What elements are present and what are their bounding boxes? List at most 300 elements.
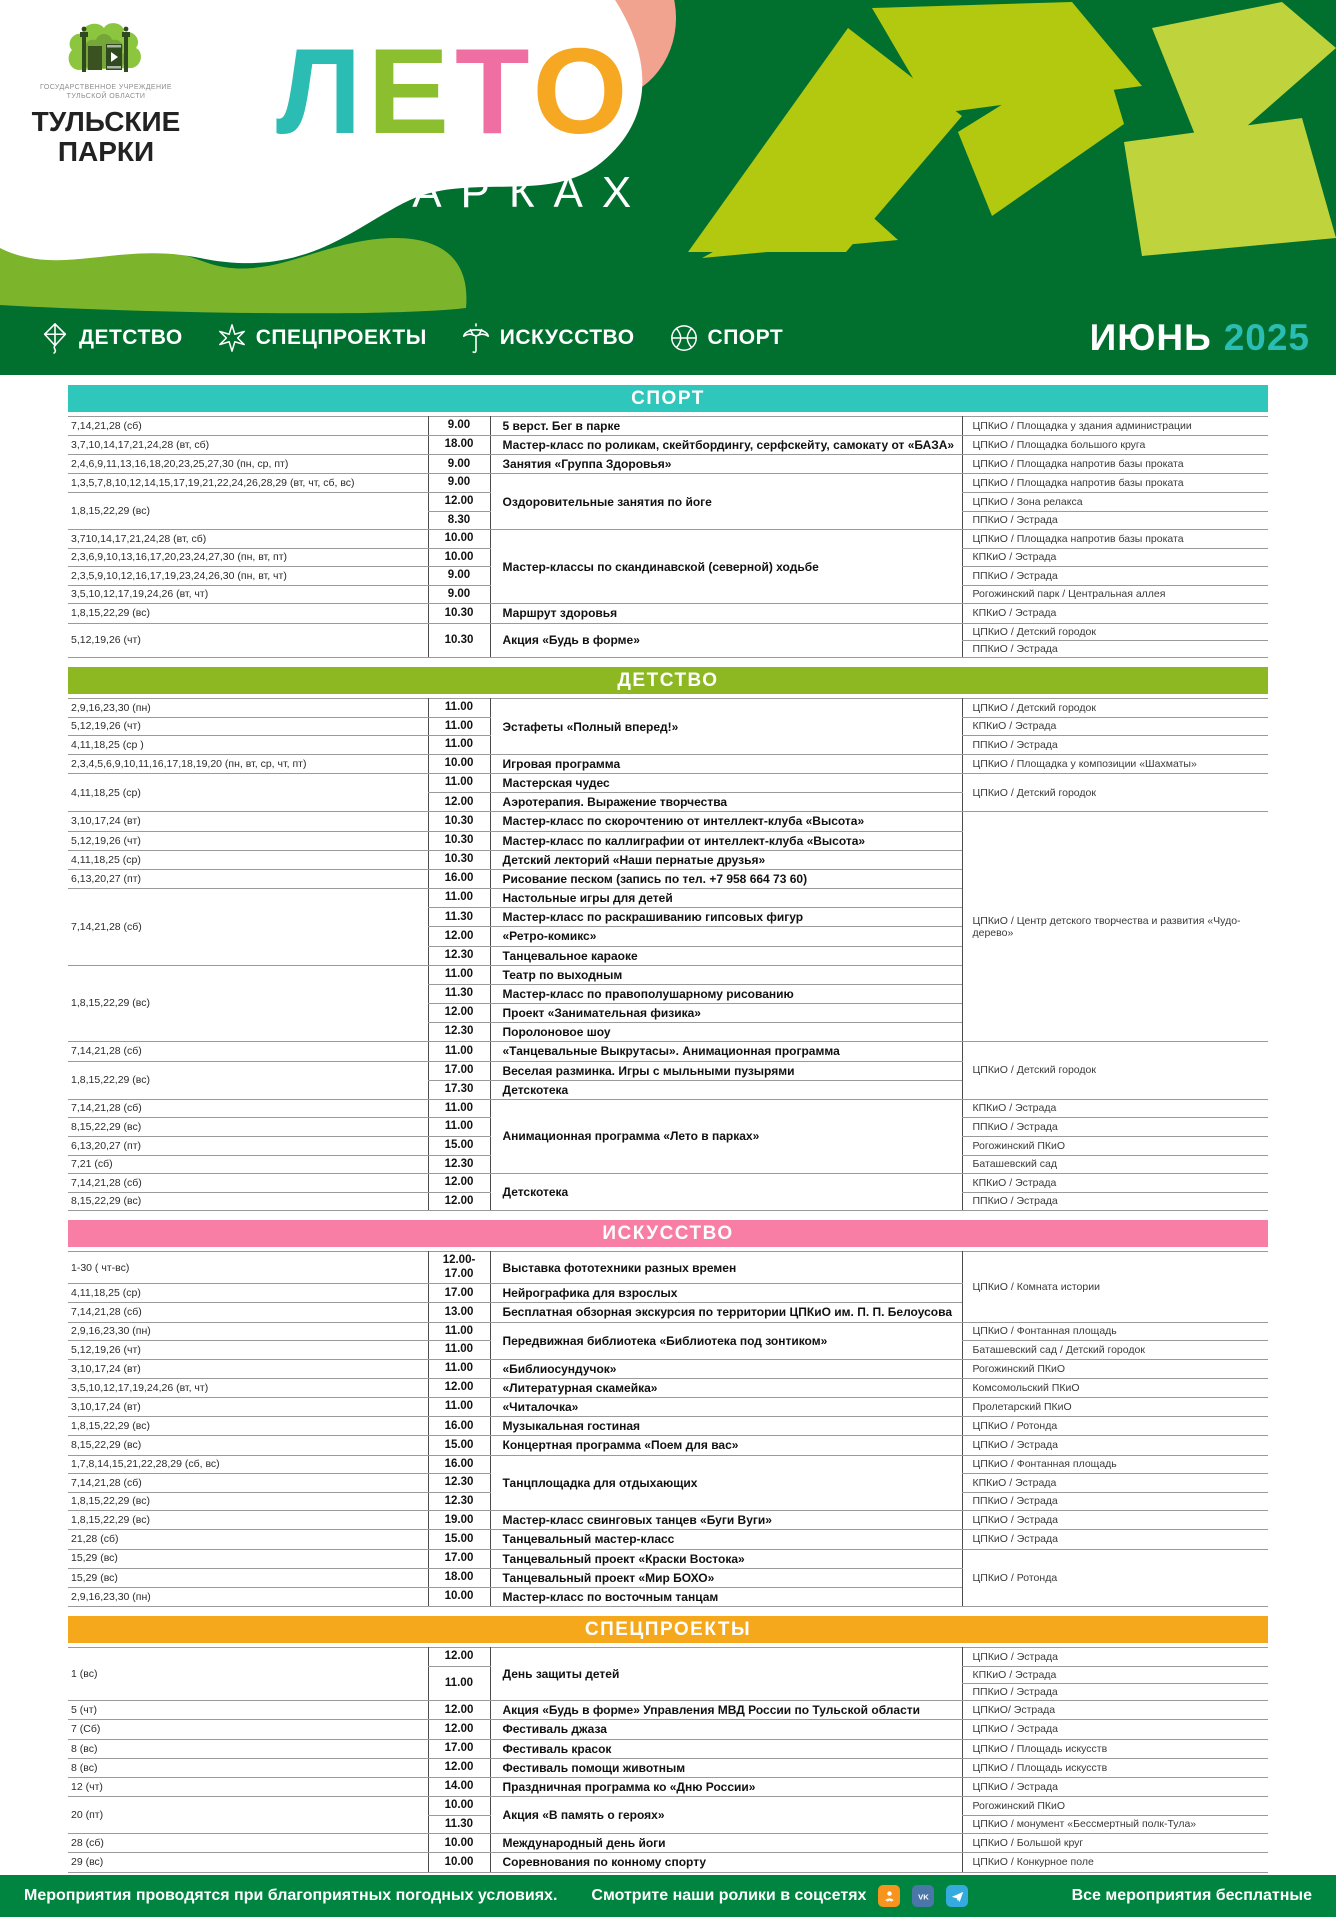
logo [16,18,196,167]
location-cell: ЦПКиО / Детский городок [962,1042,1268,1099]
date-cell: 12 (чт) [68,1777,428,1796]
table-row [68,1455,1268,1474]
location-cell: ЦПКиО / Конкурное поле [962,1853,1268,1872]
time-cell: 18.00 [428,1568,490,1587]
time-cell: 12.00-17.00 [428,1252,490,1284]
location-cell: ЦПКиО / Площадка большого круга [962,436,1268,455]
date-cell: 1,8,15,22,29 (вс) [68,1511,428,1530]
time-cell: 17.00 [428,1739,490,1758]
svg-text:VK: VK [918,1892,929,1902]
park-gates-logo-icon [58,18,154,80]
event-cell: Передвижная библиотека «Библиотека под зонтиком» [490,1322,962,1359]
time-cell: 12.00 [428,1192,490,1211]
location-cell: ЦПКиО / монумент «Бессмертный полк-Тула» [962,1815,1268,1834]
table-row [68,1777,1268,1796]
location-cell: ЦПКиО/ Эстрада [962,1701,1268,1720]
table-row [68,455,1268,474]
event-cell: Мастерская чудес [490,774,962,793]
time-cell: 12.00 [428,927,490,946]
location-cell: ЦПКиО / Центр детского творчества и развития «Чудо-дерево» [962,812,1268,1042]
time-cell: 11.00 [428,1666,490,1701]
table-row [68,604,1268,623]
location-cell: ППКиО / Эстрада [962,1192,1268,1211]
event-cell: Детскотека [490,1080,962,1099]
table-row [68,755,1268,774]
section-iskusstvo [68,1220,1268,1607]
date-cell: 1 (вс) [68,1648,428,1701]
event-cell: Праздничная программа ко «Дню России» [490,1777,962,1796]
location-cell: ЦПКиО / Эстрада [962,1777,1268,1796]
category-specproekty: СПЕЦПРОЕКТЫ [217,322,427,354]
event-cell: Занятия «Группа Здоровья» [490,455,962,474]
date-cell: 1,8,15,22,29 (вс) [68,493,428,530]
location-cell: ЦПКиО / Зона релакса [962,493,1268,512]
table-row [68,1099,1268,1118]
date-cell: 3,7,10,14,17,21,24,28 (вт, сб) [68,436,428,455]
event-cell: Эстафеты «Полный вперед!» [490,699,962,755]
time-cell: 11.30 [428,1815,490,1834]
event-cell: Акция «В память о героях» [490,1797,962,1834]
kite-icon [40,322,70,354]
event-cell: Акция «Будь в форме» Управления МВД России по Тульской области [490,1701,962,1720]
event-cell: «Библиосундучок» [490,1359,962,1378]
event-cell: Мастер-класс по раскрашиванию гипсовых фигур [490,908,962,927]
event-cell: День защиты детей [490,1648,962,1701]
date-cell: 5,12,19,26 (чт) [68,623,428,658]
time-cell: 12.00 [428,1174,490,1193]
location-cell: КПКиО / Эстрада [962,604,1268,623]
time-cell: 11.00 [428,774,490,793]
event-cell: «Читалочка» [490,1398,962,1417]
event-cell: Танцевальное караоке [490,946,962,965]
time-cell: 15.00 [428,1436,490,1455]
time-cell: 14.00 [428,1777,490,1796]
date-cell: 8,15,22,29 (вс) [68,1118,428,1137]
poster-subtitle: В ПАРКАХ [282,168,651,217]
time-cell: 15.00 [428,1530,490,1549]
date-cell: 6,13,20,27 (пт) [68,869,428,888]
date-cell: 2,9,16,23,30 (пн) [68,699,428,718]
umbrella-icon [461,321,491,355]
location-cell: ЦПКиО / Детский городок [962,774,1268,812]
month-name: ИЮНЬ [1089,317,1212,358]
logo-org-text: ГОСУДАРСТВЕННОЕ УЧРЕЖДЕНИЕ ТУЛЬСКОЙ ОБЛАСТИ [40,84,172,101]
date-cell: 4,11,18,25 (ср) [68,1284,428,1303]
time-cell: 10.00 [428,755,490,774]
location-cell: ЦПКиО / Площадка напротив базы проката [962,474,1268,493]
location-cell: ЦПКиО / Комната истории [962,1252,1268,1322]
category-iskusstvo: ИСКУССТВО [461,321,635,355]
date-cell: 3,5,10,12,17,19,24,26 (вт, чт) [68,1378,428,1397]
time-cell: 9.00 [428,567,490,586]
time-cell: 11.00 [428,699,490,718]
event-cell: Мастер-классы по скандинавской (северной) ходьбе [490,530,962,604]
date-cell: 2,4,6,9,11,13,16,18,20,23,25,27,30 (пн, ср, пт) [68,455,428,474]
date-cell: 4,11,18,25 (ср ) [68,736,428,755]
time-cell: 11.00 [428,965,490,984]
location-cell: ППКиО / Эстрада [962,1683,1268,1700]
date-cell: 7,14,21,28 (сб) [68,889,428,966]
location-cell: Рогожинский ПКиО [962,1797,1268,1816]
location-cell: КПКиО / Эстрада [962,1474,1268,1493]
location-cell: ЦПКиО / Ротонда [962,1549,1268,1606]
detstvo-table [68,698,1268,1211]
event-cell: Проект «Занимательная физика» [490,1004,962,1023]
date-cell: 4,11,18,25 (ср) [68,774,428,812]
time-cell: 11.00 [428,1398,490,1417]
date-cell: 5,12,19,26 (чт) [68,717,428,736]
table-row [68,1720,1268,1739]
table-row [68,1417,1268,1436]
location-cell: ЦПКиО / Площадка напротив базы проката [962,530,1268,549]
table-row [68,1853,1268,1872]
footer-social-note: Смотрите наши ролики в соцсетях [591,1887,867,1904]
table-row [68,474,1268,493]
time-cell: 9.00 [428,455,490,474]
category-bar [40,317,1310,359]
event-cell: Настольные игры для детей [490,889,962,908]
date-cell: 28 (сб) [68,1834,428,1853]
event-cell: Мастер-класс по скорочтению от интеллект-клуба «Высота» [490,812,962,831]
date-cell: 1,7,8,14,15,21,22,28,29 (сб, вс) [68,1455,428,1474]
location-cell: ЦПКиО / Площадка напротив базы проката [962,455,1268,474]
event-cell: Маршрут здоровья [490,604,962,623]
specproekty-table [68,1647,1268,1873]
event-cell: Поролоновое шоу [490,1023,962,1042]
location-cell: ЦПКиО / Площадка у здания администрации [962,417,1268,436]
location-cell: ЦПКиО / Большой круг [962,1834,1268,1853]
date-cell: 8,15,22,29 (вс) [68,1192,428,1211]
time-cell: 16.00 [428,1417,490,1436]
date-cell: 5,12,19,26 (чт) [68,831,428,850]
time-cell: 12.00 [428,793,490,812]
event-cell: Танцевальный проект «Краски Востока» [490,1549,962,1568]
table-row [68,1511,1268,1530]
time-cell: 11.00 [428,736,490,755]
footer-free-note: Все мероприятия бесплатные [1071,1887,1312,1904]
time-cell: 12.00 [428,1004,490,1023]
telegram-icon[interactable] [946,1885,968,1907]
table-row [68,812,1268,831]
date-cell: 5,12,19,26 (чт) [68,1341,428,1360]
date-cell: 7 (Сб) [68,1720,428,1739]
table-row [68,530,1268,549]
time-cell: 10.00 [428,1587,490,1606]
time-cell: 10.00 [428,1797,490,1816]
time-cell: 17.30 [428,1080,490,1099]
starburst-icon [217,322,247,354]
odnoklassniki-icon[interactable] [878,1885,900,1907]
event-cell: Акция «Будь в форме» [490,623,962,658]
table-row [68,1398,1268,1417]
date-cell: 15,29 (вс) [68,1549,428,1568]
date-cell: 2,3,4,5,6,9,10,11,16,17,18,19,20 (пн, вт, ср, чт, пт) [68,755,428,774]
event-cell: Анимационная программа «Лето в парках» [490,1099,962,1173]
time-cell: 11.00 [428,1042,490,1061]
location-cell: ЦПКиО / Эстрада [962,1648,1268,1667]
date-cell: 7,14,21,28 (сб) [68,1174,428,1193]
time-cell: 10.30 [428,831,490,850]
event-cell: Фестиваль помощи животным [490,1758,962,1777]
table-row [68,1739,1268,1758]
date-cell: 8 (вс) [68,1758,428,1777]
section-header-detstvo: ДЕТСТВО [68,667,1268,694]
event-cell: Детский лекторий «Наши пернатые друзья» [490,850,962,869]
location-cell: Баташевский сад / Детский городок [962,1341,1268,1360]
date-cell: 8,15,22,29 (вс) [68,1436,428,1455]
time-cell: 11.00 [428,889,490,908]
location-cell: Рогожинский ПКиО [962,1136,1268,1155]
time-cell: 9.00 [428,417,490,436]
date-cell: 5 (чт) [68,1701,428,1720]
event-cell: Нейрографика для взрослых [490,1284,962,1303]
date-cell: 7,14,21,28 (сб) [68,1303,428,1322]
table-row [68,417,1268,436]
event-cell: Мастер-класс свинговых танцев «Буги Вуги» [490,1511,962,1530]
category-sport: СПОРТ [669,323,784,353]
time-cell: 16.00 [428,1455,490,1474]
time-cell: 10.00 [428,1853,490,1872]
event-cell: 5 верст. Бег в парке [490,417,962,436]
time-cell: 12.00 [428,1378,490,1397]
time-cell: 9.00 [428,474,490,493]
time-cell: 12.30 [428,1155,490,1174]
event-cell: Театр по выходным [490,965,962,984]
time-cell: 8.30 [428,511,490,530]
table-row [68,1252,1268,1284]
time-cell: 11.30 [428,908,490,927]
event-cell: «Танцевальные Выкрутасы». Анимационная программа [490,1042,962,1061]
date-cell: 8 (вс) [68,1739,428,1758]
event-cell: «Литературная скамейка» [490,1378,962,1397]
date-cell: 1,8,15,22,29 (вс) [68,604,428,623]
location-cell: ЦПКиО / Детский городок [962,699,1268,718]
date-cell: 3,10,17,24 (вт) [68,812,428,831]
event-cell: Музыкальная гостиная [490,1417,962,1436]
section-header-specproekty: СПЕЦПРОЕКТЫ [68,1616,1268,1643]
location-cell: ЦПКиО / Эстрада [962,1530,1268,1549]
time-cell: 10.30 [428,812,490,831]
schedule [68,385,1268,1873]
location-cell: КПКиО / Эстрада [962,1099,1268,1118]
location-cell: Рогожинский ПКиО [962,1359,1268,1378]
category-detstvo: ДЕТСТВО [40,322,183,354]
title-letter: О [532,23,634,159]
poster-title [276,23,634,159]
time-cell: 9.00 [428,585,490,604]
year: 2025 [1223,317,1310,358]
event-cell: «Ретро-комикс» [490,927,962,946]
table-row [68,1042,1268,1061]
table-row [68,1701,1268,1720]
event-cell: Танцплощадка для отдыхающих [490,1455,962,1511]
date-cell: 1-30 ( чт-вс) [68,1252,428,1284]
table-row [68,436,1268,455]
table-row [68,1648,1268,1667]
header [0,0,1336,375]
location-cell: КПКиО / Эстрада [962,1666,1268,1683]
time-cell: 10.30 [428,850,490,869]
date-cell: 2,3,6,9,10,13,16,17,20,23,24,27,30 (пн, вт, пт) [68,548,428,567]
event-cell: Рисование песком (запись по тел. +7 958 664 73 60) [490,869,962,888]
location-cell: КПКиО / Эстрада [962,548,1268,567]
sport-table [68,416,1268,658]
time-cell: 17.00 [428,1061,490,1080]
time-cell: 12.30 [428,946,490,965]
location-cell: ППКиО / Эстрада [962,1118,1268,1137]
location-cell: ЦПКиО / Фонтанная площадь [962,1455,1268,1474]
location-cell: ЦПКиО / Эстрада [962,1511,1268,1530]
date-cell: 6,13,20,27 (пт) [68,1136,428,1155]
time-cell: 10.30 [428,604,490,623]
event-cell: Международный день йоги [490,1834,962,1853]
time-cell: 13.00 [428,1303,490,1322]
time-cell: 18.00 [428,436,490,455]
table-row [68,1436,1268,1455]
time-cell: 17.00 [428,1549,490,1568]
location-cell: ЦПКиО / Ротонда [962,1417,1268,1436]
date-cell: 3,10,17,24 (вт) [68,1359,428,1378]
time-cell: 11.00 [428,717,490,736]
event-cell: Оздоровительные занятия по йоге [490,474,962,530]
date-cell: 3,5,10,12,17,19,24,26 (вт, чт) [68,585,428,604]
date-cell: 7,21 (сб) [68,1155,428,1174]
time-cell: 12.30 [428,1023,490,1042]
location-cell: ЦПКиО / Фонтанная площадь [962,1322,1268,1341]
location-cell: Пролетарский ПКиО [962,1398,1268,1417]
month-year [1090,317,1310,359]
date-cell: 15,29 (вс) [68,1568,428,1587]
location-cell: ЦПКиО / Площадь искусств [962,1758,1268,1777]
time-cell: 10.00 [428,1834,490,1853]
date-cell: 20 (пт) [68,1797,428,1834]
title-letter: Т [454,23,533,159]
time-cell: 12.00 [428,1720,490,1739]
event-cell: Мастер-класс по роликам, скейтбордингу, серфскейту, самокату от «БАЗА» [490,436,962,455]
location-cell: КПКиО / Эстрада [962,1174,1268,1193]
iskusstvo-table [68,1251,1268,1607]
table-row [68,623,1268,640]
event-cell: Соревнования по конному спорту [490,1853,962,1872]
location-cell: ППКиО / Эстрада [962,511,1268,530]
table-row [68,1530,1268,1549]
table-row [68,1322,1268,1341]
event-cell: Аэротерапия. Выражение творчества [490,793,962,812]
location-cell: Баташевский сад [962,1155,1268,1174]
event-cell: Концертная программа «Поем для вас» [490,1436,962,1455]
section-header-iskusstvo: ИСКУССТВО [68,1220,1268,1247]
time-cell: 16.00 [428,869,490,888]
time-cell: 15.00 [428,1136,490,1155]
time-cell: 10.00 [428,548,490,567]
location-cell: ППКиО / Эстрада [962,1492,1268,1511]
section-specproekty [68,1616,1268,1873]
location-cell: КПКиО / Эстрада [962,717,1268,736]
table-row [68,1758,1268,1777]
date-cell: 1,8,15,22,29 (вс) [68,1492,428,1511]
date-cell: 2,9,16,23,30 (пн) [68,1322,428,1341]
event-cell: Фестиваль джаза [490,1720,962,1739]
footer [0,1875,1336,1917]
location-cell: Комсомольский ПКиО [962,1378,1268,1397]
date-cell: 2,3,5,9,10,12,16,17,19,23,24,26,30 (пн, вт, чт) [68,567,428,586]
title-letter: Л [276,23,368,159]
time-cell: 12.00 [428,1648,490,1667]
event-cell: Игровая программа [490,755,962,774]
event-cell: Детскотека [490,1174,962,1211]
location-cell: ППКиО / Эстрада [962,640,1268,657]
time-cell: 19.00 [428,1511,490,1530]
section-header-sport: СПОРТ [68,385,1268,412]
date-cell: 3,710,14,17,21,24,28 (вт, сб) [68,530,428,549]
date-cell: 7,14,21,28 (сб) [68,1099,428,1118]
basketball-icon [669,323,699,353]
time-cell: 10.00 [428,530,490,549]
time-cell: 11.00 [428,1099,490,1118]
date-cell: 29 (вс) [68,1853,428,1872]
event-cell: Танцевальный мастер-класс [490,1530,962,1549]
date-cell: 7,14,21,28 (сб) [68,417,428,436]
table-row [68,1549,1268,1568]
location-cell: ЦПКиО / Эстрада [962,1436,1268,1455]
location-cell: ЦПКиО / Площадка у композиции «Шахматы» [962,755,1268,774]
time-cell: 11.00 [428,1359,490,1378]
title-letter: Е [367,23,455,159]
location-cell: ЦПКиО / Эстрада [962,1720,1268,1739]
time-cell: 12.00 [428,1758,490,1777]
time-cell: 12.30 [428,1492,490,1511]
logo-name: ТУЛЬСКИЕ ПАРКИ [31,105,181,168]
event-cell: Бесплатная обзорная экскурсия по территории ЦПКиО им. П. П. Белоусова [490,1303,962,1322]
time-cell: 11.30 [428,984,490,1003]
location-cell: ЦПКиО / Детский городок [962,623,1268,640]
time-cell: 11.00 [428,1322,490,1341]
time-cell: 12.00 [428,1701,490,1720]
table-row [68,1797,1268,1816]
table-row [68,1378,1268,1397]
time-cell: 10.30 [428,623,490,658]
table-row [68,1174,1268,1193]
time-cell: 12.30 [428,1474,490,1493]
vk-icon[interactable] [912,1885,934,1907]
event-cell: Фестиваль красок [490,1739,962,1758]
table-row [68,699,1268,718]
table-row [68,1834,1268,1853]
event-cell: Выставка фототехники разных времен [490,1252,962,1284]
date-cell: 7,14,21,28 (сб) [68,1042,428,1061]
event-cell: Танцевальный проект «Мир БОХО» [490,1568,962,1587]
location-cell: Рогожинский парк / Центральная аллея [962,585,1268,604]
time-cell: 11.00 [428,1118,490,1137]
event-cell: Мастер-класс по каллиграфии от интеллект-клуба «Высота» [490,831,962,850]
table-row [68,774,1268,793]
date-cell: 3,10,17,24 (вт) [68,1398,428,1417]
section-sport [68,385,1268,658]
time-cell: 11.00 [428,1341,490,1360]
footer-weather-note: Мероприятия проводятся при благоприятных погодных условиях. [24,1887,558,1904]
time-cell: 12.00 [428,493,490,512]
location-cell: ППКиО / Эстрада [962,567,1268,586]
date-cell: 1,8,15,22,29 (вс) [68,1061,428,1099]
section-detstvo [68,667,1268,1211]
date-cell: 7,14,21,28 (сб) [68,1474,428,1493]
event-cell: Мастер-класс по правополушарному рисованию [490,984,962,1003]
time-cell: 17.00 [428,1284,490,1303]
date-cell: 4,11,18,25 (ср) [68,850,428,869]
date-cell: 2,9,16,23,30 (пн) [68,1587,428,1606]
table-row [68,1359,1268,1378]
event-cell: Веселая разминка. Игры с мыльными пузырями [490,1061,962,1080]
